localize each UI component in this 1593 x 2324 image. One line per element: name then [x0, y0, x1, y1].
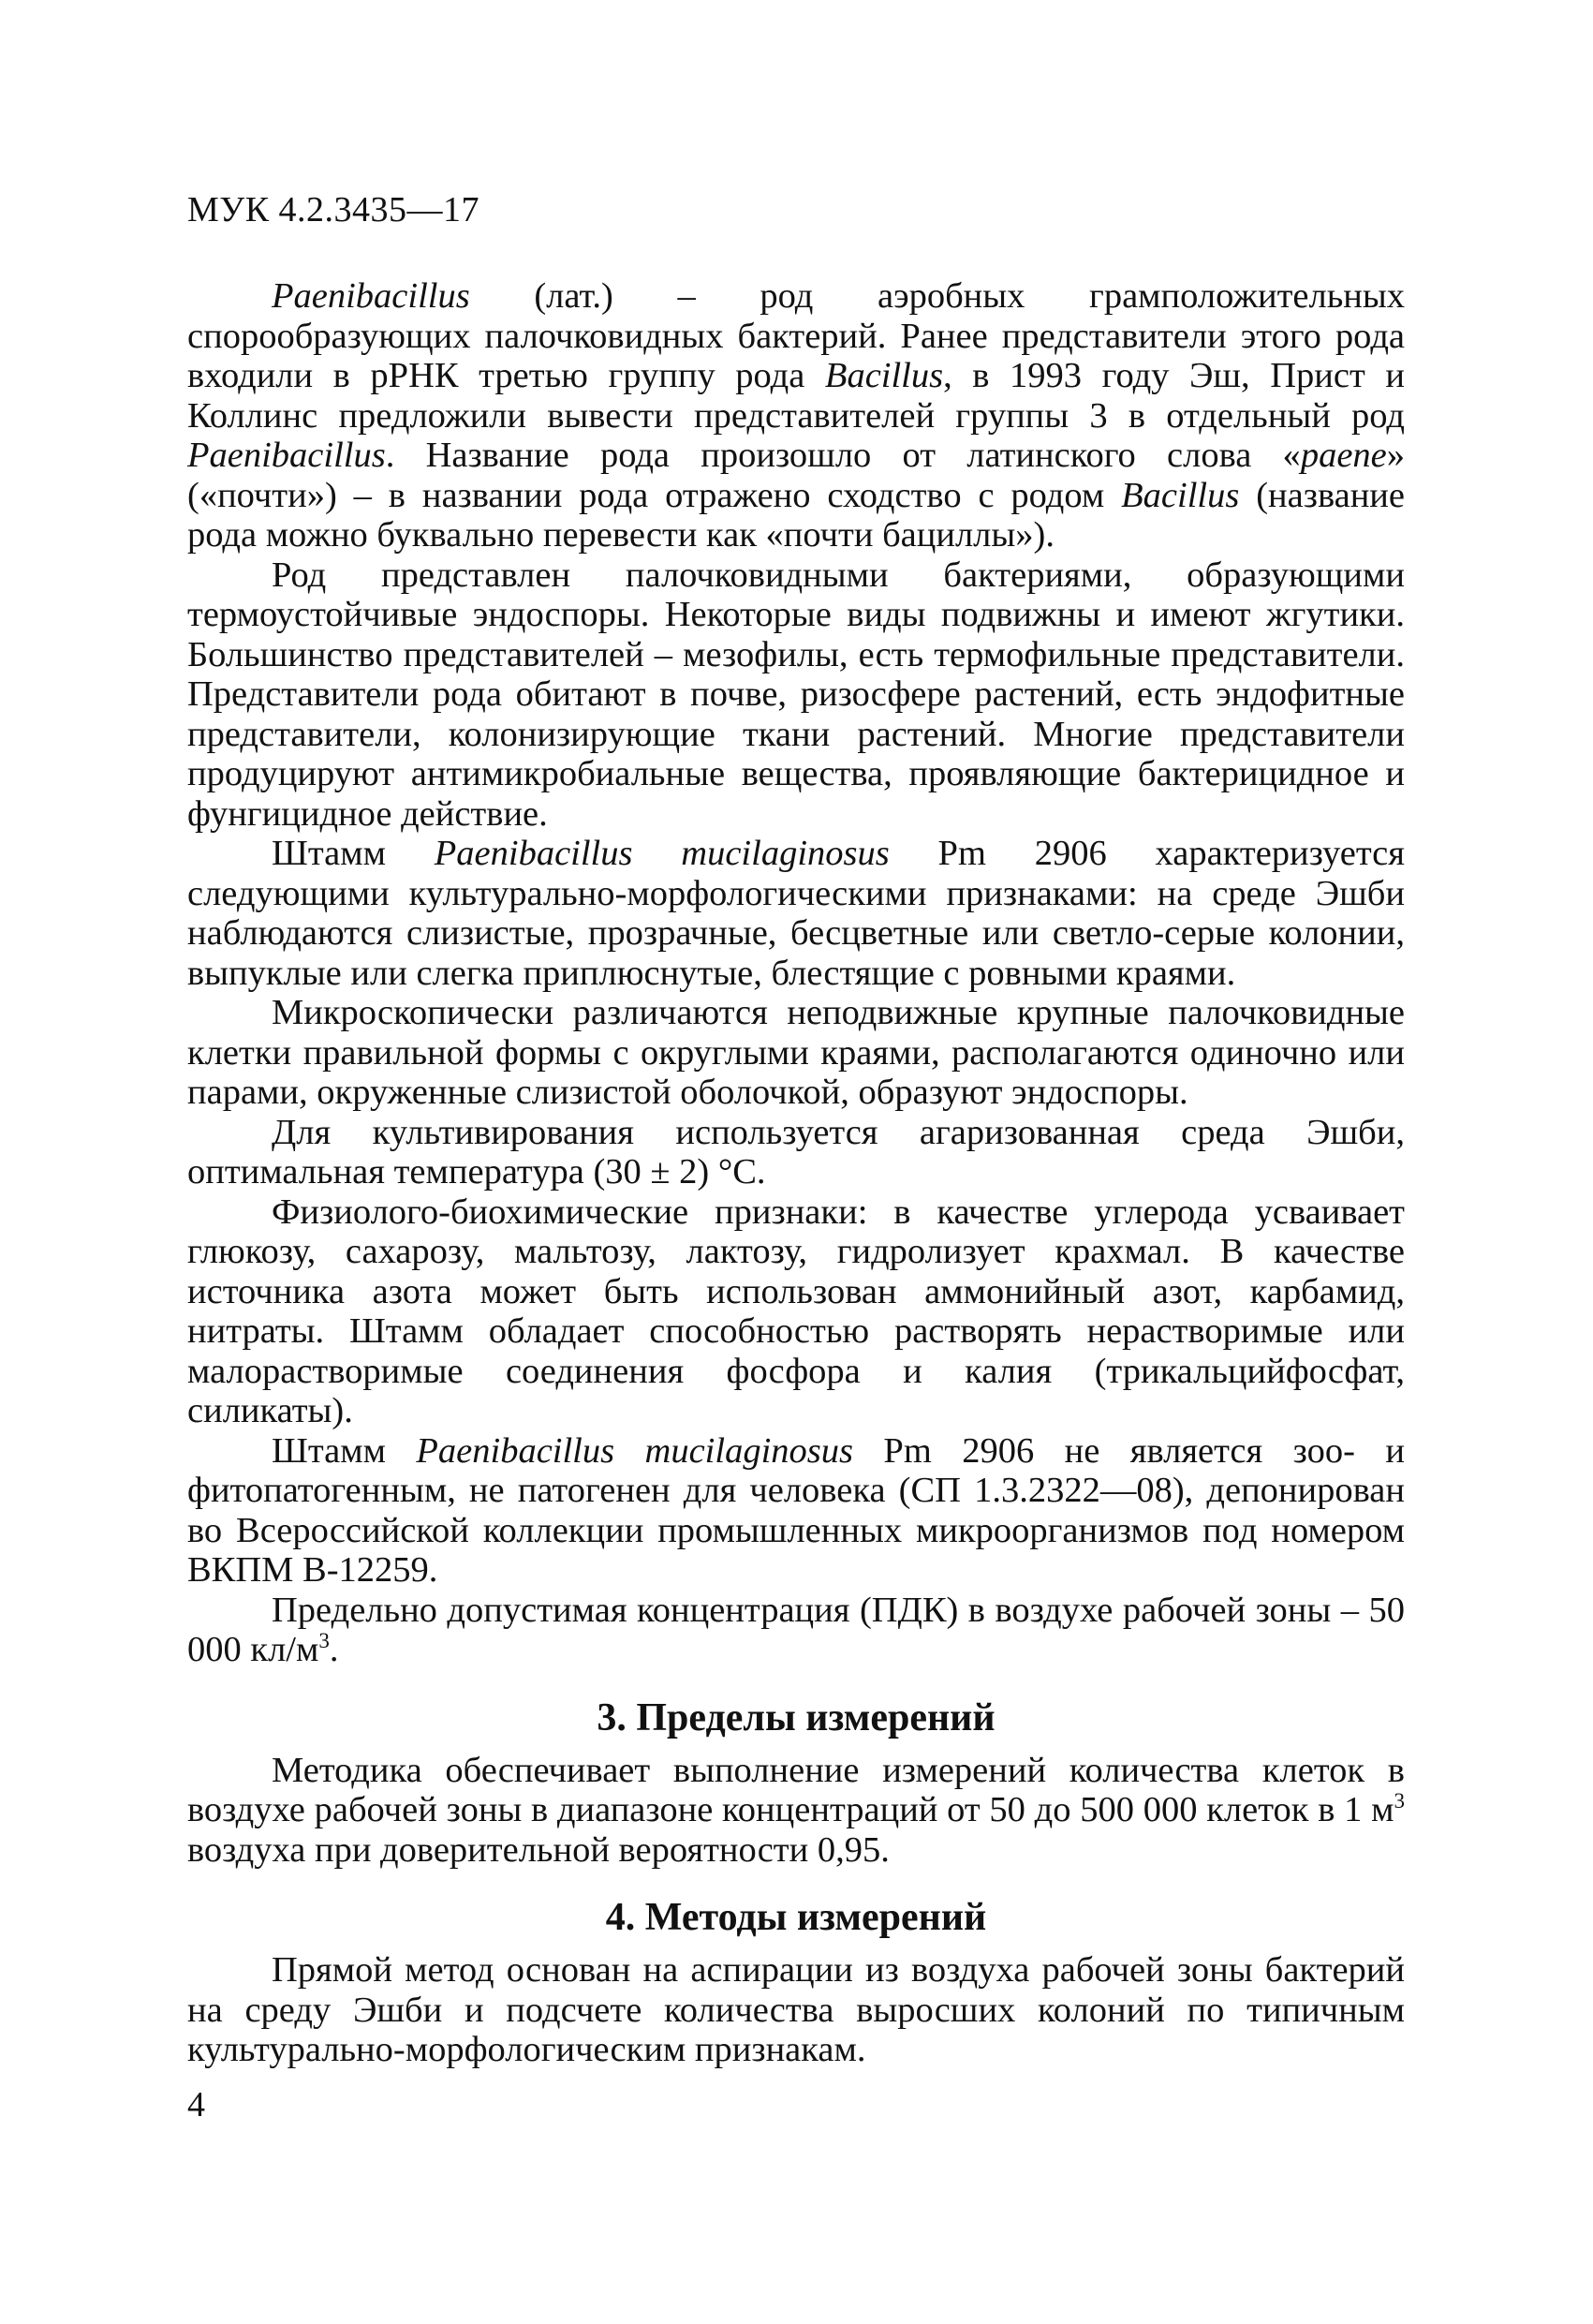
taxon-name: Paenibacillus mucilaginosus — [416, 1430, 853, 1471]
text: Штамм — [272, 1430, 417, 1471]
page-content — [187, 276, 1405, 2070]
paragraph-biochemistry — [187, 1192, 1405, 1431]
page-number: 4 — [187, 2085, 205, 2124]
text: Штамм — [272, 834, 435, 873]
paragraph-cultivation — [187, 1113, 1405, 1192]
text: Методика обеспечивает выполнение измерений количества клеток в воздухе рабочей зоны в диапазоне концентраций от 50 до 500 000 клеток в 1 м — [187, 1750, 1405, 1829]
taxon-name: Paenibacillus — [187, 436, 386, 475]
paragraph-genus-properties — [187, 555, 1405, 835]
paragraph-microscopy — [187, 993, 1405, 1113]
text: Род представлен палочковидными бактериями, образующими термоустойчивые эндоспоры. Некоторые виды подвижны и имеют жгутики. Большинство представителей – мезофилы, есть термофильные представители. Представители рода обитают в почве, ризосфере растений, есть эндофитные представители, колонизирующие ткани растений. Многие представители продуцируют антимикробиальные вещества, проявляющие бактерицидное и фунгицидное действие. — [187, 555, 1405, 834]
text: (название рода можно буквально перевести как «почти бациллы»). — [187, 475, 1405, 555]
document-code: МУК 4.2.3435—17 — [187, 190, 480, 229]
text: Pm 2906 не является зоо- и фитопатогенным, не патогенен для человека (СП 1.3.2322—08), депонирован во Всероссийской коллекции промышленных микроорганизмов под номером ВКПМ В-12259. — [187, 1430, 1405, 1590]
latin-word: paene — [1300, 436, 1387, 475]
taxon-name: Paenibacillus — [272, 276, 470, 316]
text: » («почти») – в названии рода отражено сходство с родом — [187, 436, 1405, 515]
superscript: 3 — [318, 1628, 330, 1653]
paragraph-strain-culture — [187, 834, 1405, 993]
taxon-name: Bacillus — [1121, 475, 1240, 515]
text: воздуха при доверительной вероятности 0,95. — [187, 1829, 890, 1870]
taxon-name: Paenibacillus mucilaginosus — [434, 834, 890, 873]
paragraph-pathogenicity — [187, 1431, 1405, 1591]
text: Физиолого-биохимические признаки: в качестве углерода усваивает глюкозу, сахарозу, мальтозу, лактозу, гидролизует крахмал. В качестве источника азота может быть использован аммонийный азот, карбамид, нитраты. Штамм обладает способностью растворять нерастворимые или малорастворимые соединения фосфора и калия (трикальцийфосфат, силикаты). — [187, 1192, 1405, 1430]
text: . Название рода произошло от латинского слова « — [385, 436, 1301, 475]
taxon-name: Bacillus — [824, 356, 944, 395]
text: Прямой метод основан на аспирации из воздуха рабочей зоны бактерий на среду Эшби и подсчете количества выросших колоний по типичным культурально-морфологическим признакам. — [187, 1950, 1405, 2069]
paragraph-measurement-limits — [187, 1751, 1405, 1871]
text: Pm 2906 характеризуется следующими культурально-морфологическими признаками: на среде Эшби наблюдаются слизистые, прозрачные, бесцветные или светло-серые колонии, выпуклые или слегка приплюснутые, блестящие с ровными краями. — [187, 834, 1405, 993]
text: Предельно допустимая концентрация (ПДК) в воздухе рабочей зоны – 50 000 кл/м — [187, 1590, 1405, 1669]
paragraph-mac — [187, 1591, 1405, 1670]
text: Микроскопически различаются неподвижные крупные палочковидные клетки правильной формы с округлыми краями, располагаются одиночно или парами, окруженные слизистой оболочкой, образуют эндоспоры. — [187, 993, 1405, 1112]
text: (лат.) – род аэробных грамположительных спорообразующих палочковидных бактерий. Ранее представители этого рода входили в рРНК третью группу рода — [187, 276, 1405, 395]
paragraph-measurement-methods — [187, 1950, 1405, 2070]
text: Для культивирования используется агаризованная среда Эшби, оптимальная температура (30 ± 2) °С. — [187, 1112, 1405, 1192]
text: . — [329, 1630, 339, 1669]
superscript: 3 — [1394, 1788, 1405, 1813]
section-heading-measurement-limits: 3. Пределы измерений — [597, 1695, 996, 1739]
section-heading-measurement-methods: 4. Методы измерений — [605, 1896, 987, 1939]
text: , в 1993 году Эш, Прист и Коллинс предложили вывести представителей группы 3 в отдельный род — [187, 356, 1405, 436]
paragraph-genus-description — [187, 276, 1405, 555]
